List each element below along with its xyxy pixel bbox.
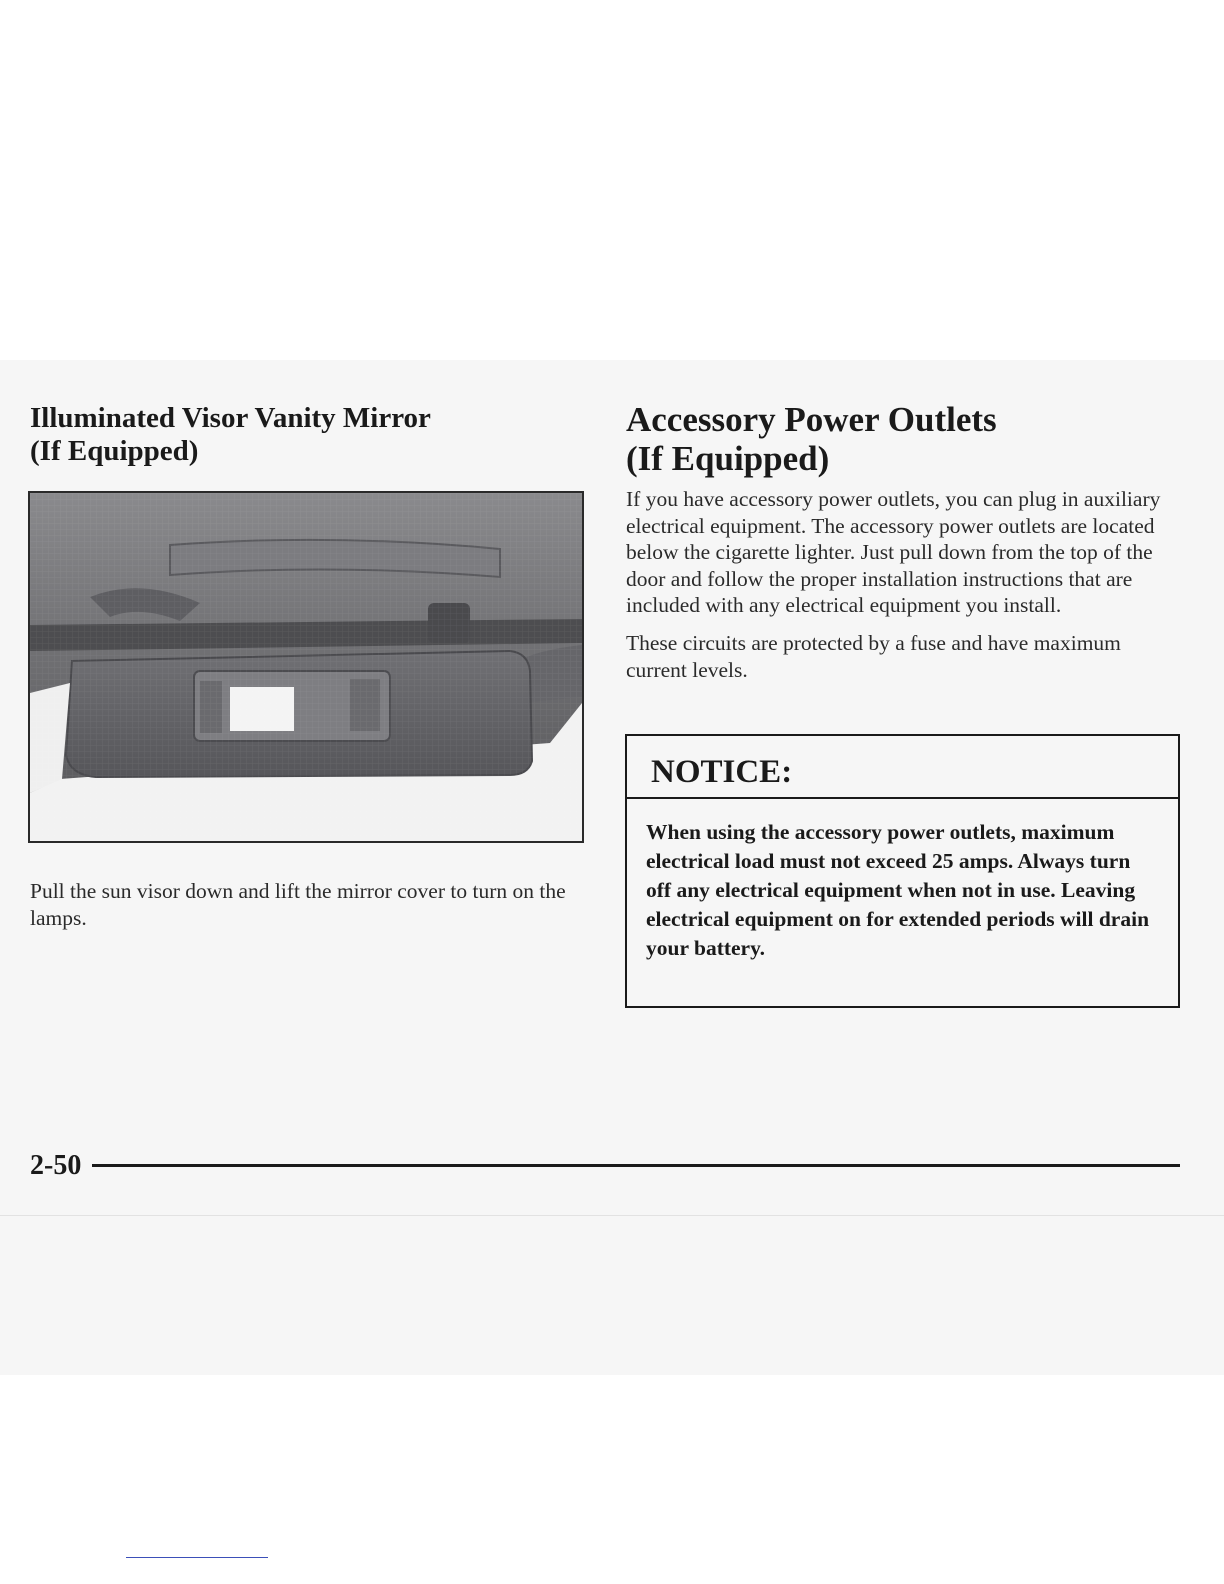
visor-mirror-heading (30, 402, 590, 468)
notice-box (625, 734, 1180, 1008)
power-outlets-paragraph-1: If you have accessory power outlets, you can plug in auxiliary electrical equipment. The accessory power outlets are located below the cigarette lighter. Just pull down from the top of the door and follow the proper installation instructions that are included with any electrical equipment you install. (626, 487, 1161, 618)
visor-mirror-heading-line2: (If Equipped) (30, 435, 199, 467)
power-outlets-heading-line1: Accessory Power Outlets (626, 400, 997, 439)
notice-body: When using the accessory power outlets, maximum electrical load must not exceed 25 amps. Always turn off any electrical equipment when not in use. Leaving electrical equipment on for extended periods will drain your battery. (646, 820, 1150, 960)
scan-divider (0, 1215, 1224, 1216)
footer-rule (92, 1164, 1180, 1167)
visor-mirror-heading-line1: Illuminated Visor Vanity Mirror (30, 402, 431, 434)
visor-mirror-figure (28, 491, 584, 843)
visor-mirror-caption: Pull the sun visor down and lift the mirror cover to turn on the lamps. (30, 879, 566, 930)
visor-mirror-section (30, 402, 590, 468)
power-outlets-heading-line2: (If Equipped) (626, 439, 830, 478)
page-footer (30, 1148, 1180, 1188)
page-number: 2-50 (30, 1150, 82, 1181)
power-outlets-heading (626, 400, 1182, 478)
power-outlets-paragraph-2: These circuits are protected by a fuse and have maximum current levels. (626, 630, 1121, 682)
bottom-underline (126, 1557, 268, 1558)
notice-title: NOTICE: (627, 736, 1178, 799)
power-outlets-section (626, 400, 1182, 683)
sun-visor-vanity-mirror-photo (30, 493, 582, 841)
